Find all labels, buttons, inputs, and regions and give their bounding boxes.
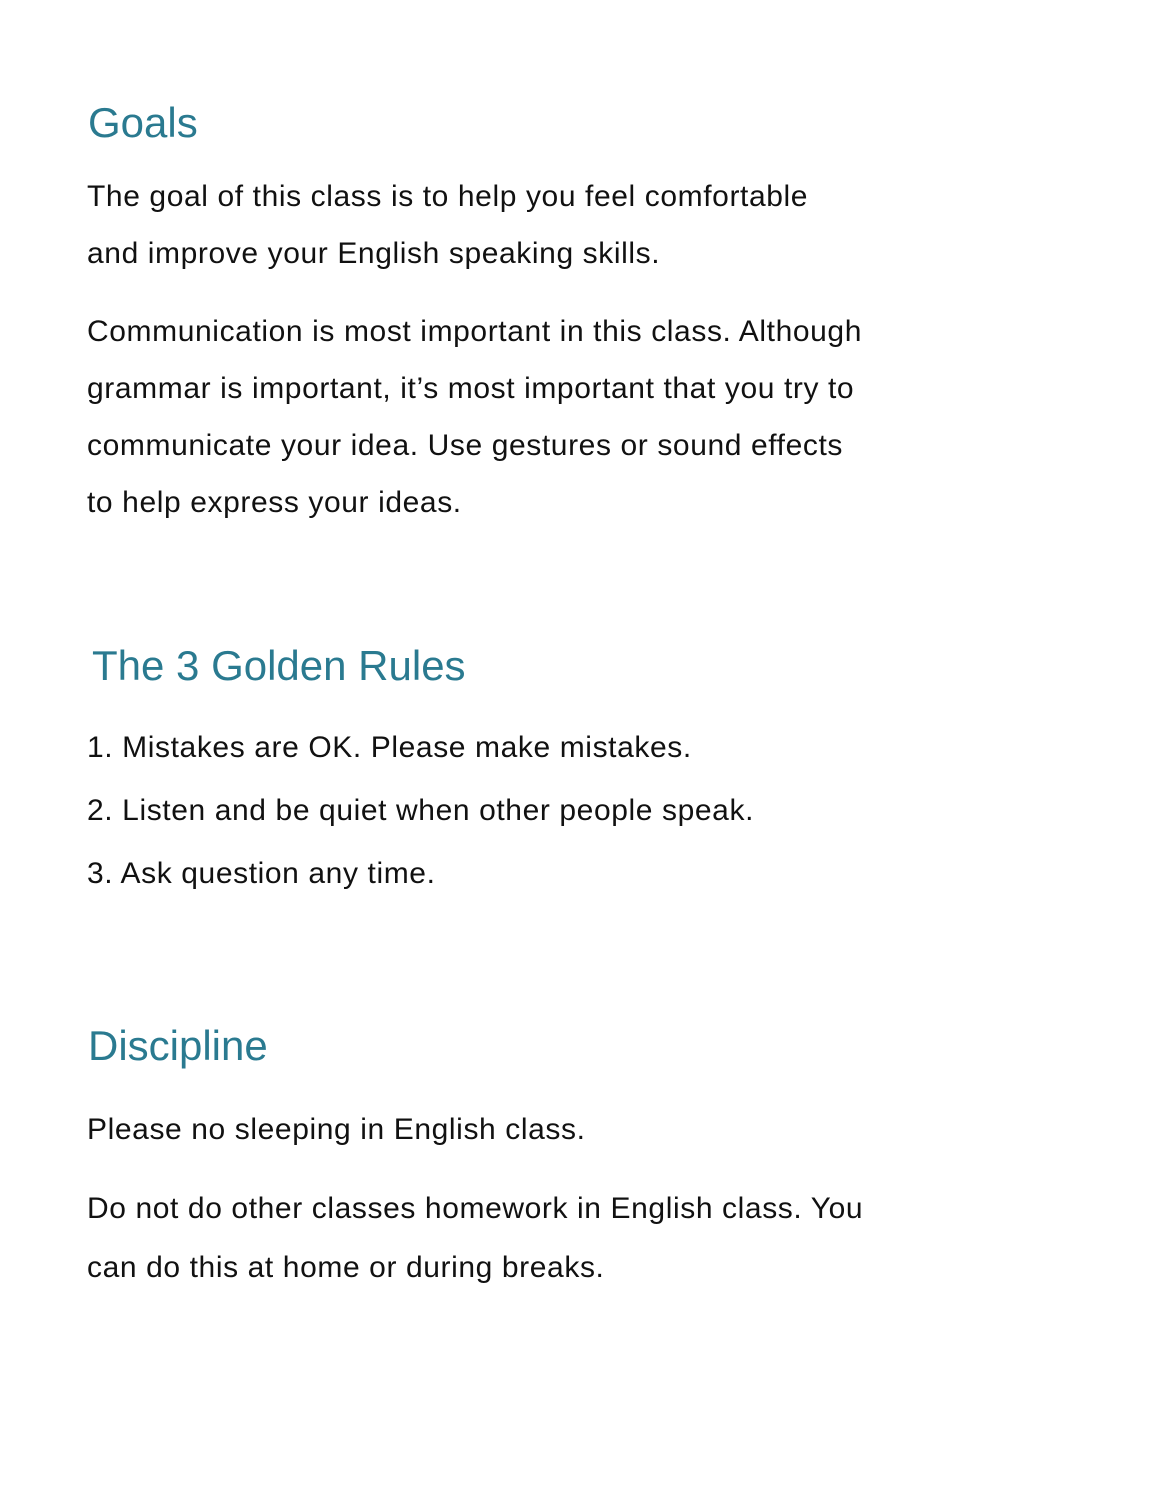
goals-paragraph-2 <box>87 303 862 531</box>
rule-item: 1. Mistakes are OK. Please make mistakes. <box>87 731 692 764</box>
rule-item: 2. Listen and be quiet when other people speak. <box>87 794 755 827</box>
text-line: grammar is important, it’s most important that you try to <box>87 372 855 405</box>
rule-item: 3. Ask question any time. <box>87 857 436 890</box>
text-line: communicate your idea. Use gestures or sound effects <box>87 429 844 462</box>
text-line: The goal of this class is to help you feel comfortable <box>87 180 809 213</box>
text-line: Do not do other classes homework in English class. You <box>87 1192 864 1225</box>
text-line: to help express your ideas. <box>87 486 462 519</box>
text-line: can do this at home or during breaks. <box>87 1251 605 1284</box>
golden-rules-heading: The 3 Golden Rules <box>92 642 466 689</box>
goals-heading: Goals <box>88 99 198 146</box>
discipline-paragraph-2 <box>87 1179 863 1297</box>
text-line: Communication is most important in this class. Although <box>87 315 862 348</box>
golden-rules-list <box>87 716 754 905</box>
discipline-paragraph-1 <box>87 1101 586 1158</box>
goals-paragraph-1 <box>87 168 808 282</box>
text-line: and improve your English speaking skills. <box>87 237 661 270</box>
discipline-heading: Discipline <box>88 1022 268 1069</box>
text-line: Please no sleeping in English class. <box>87 1113 586 1146</box>
